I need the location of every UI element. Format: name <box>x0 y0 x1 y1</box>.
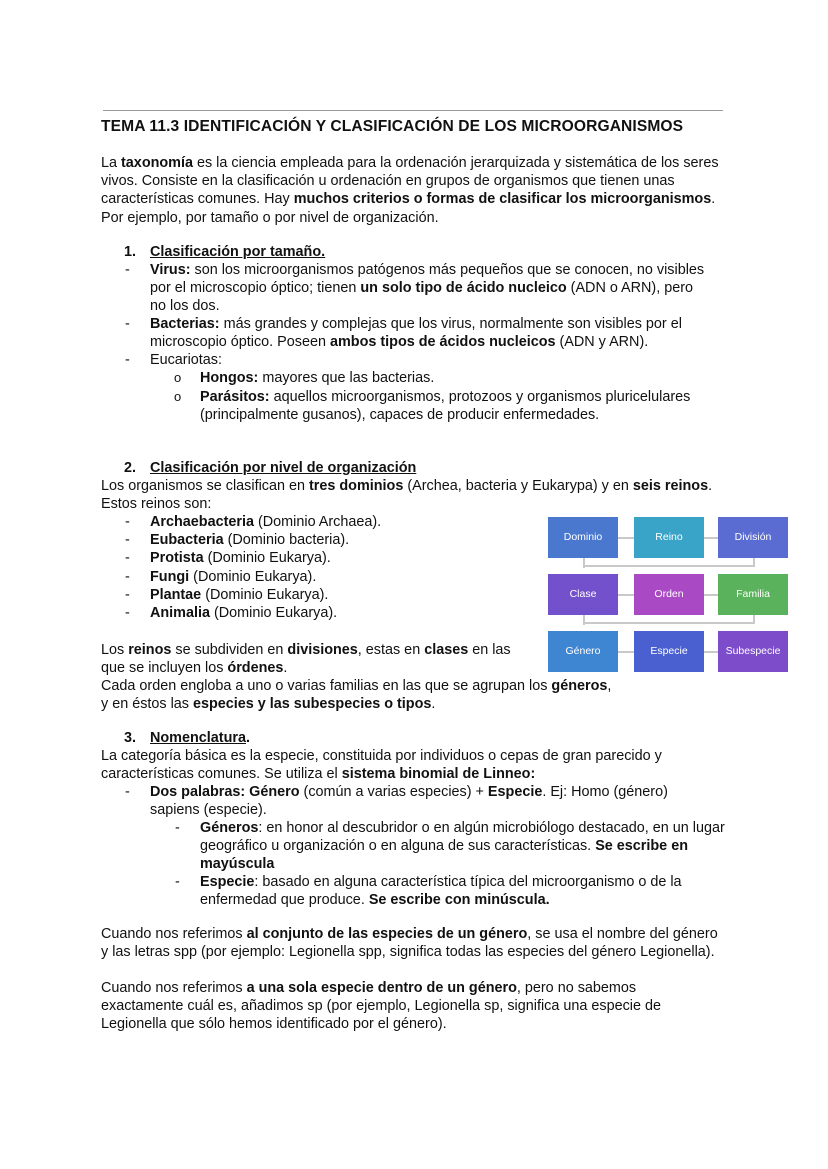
hongos-item: Hongos: mayores que las bacterias. <box>200 370 435 386</box>
intro-paragraph: La taxonomía es la ciencia empleada para la ordenación jerarquizada y sistemática de los seres vivos. Consiste en la clasificación u ordenación en grupos de organismos que tienen unas características comunes. Hay muchos criterios o formas de clasificar los microorganismos. Por ejemplo, por tamaño o por nivel de organización. <box>101 155 719 226</box>
circle-bullet: o <box>174 370 182 385</box>
diagram-box-especie: Especie <box>634 631 704 672</box>
parasitos-item: Parásitos: aquellos microorganismos, protozoos y organismos pluricelulares (principalmente gusanos), capaces de producir enfermedades. <box>200 389 691 424</box>
diagram-box-familia: Familia <box>718 574 788 615</box>
diagram-box-clase: Clase <box>548 574 618 615</box>
sec2-heading: Clasificación por nivel de organización <box>150 460 417 476</box>
sec3-number: 3. <box>124 730 137 746</box>
kingdom-item: Plantae (Dominio Eukarya). <box>150 586 329 603</box>
bullet-dash: - <box>125 316 130 332</box>
sec2-paragraph: Los organismos se clasifican en tres dominios (Archea, bacteria y Eukarypa) y en seis reinos. Estos reinos son: <box>101 478 713 513</box>
closing-paragraph-sp: Cuando nos referimos a una sola especie dentro de un género, pero no sabemos exactamente cuál es, añadimos sp (por ejemplo, Legionella sp, significa una especie de Legionella que sólo hemos identificado por el género). <box>101 980 661 1033</box>
sec1-heading: Clasificación por tamaño. <box>150 244 326 260</box>
bullet-dash: - <box>125 605 130 621</box>
bullet-dash: - <box>125 532 130 549</box>
generos-item: Géneros: en honor al descubridor o en algún microbiólogo destacado, en un lugar geográfico u organización o en alguna de sus características. Se escribe en mayúscula <box>200 820 725 873</box>
ordenes-paragraph: Cada orden engloba a uno o varias familias en las que se agrupan los géneros, y en éstos las especies y las subespecies o tipos. <box>101 678 612 713</box>
sec1-number: 1. <box>124 244 137 260</box>
bullet-dash: - <box>125 784 130 800</box>
diagram-box-reino: Reino <box>634 517 704 558</box>
eucariotas-item: Eucariotas: <box>150 352 222 368</box>
kingdom-item: Animalia (Dominio Eukarya). <box>150 605 338 621</box>
bacterias-item: Bacterias: más grandes y complejas que los virus, normalmente son visibles por el microscopio óptico. Poseen ambos tipos de ácidos nucleicos (ADN y ARN). <box>150 316 682 351</box>
sec3-heading: Nomenclatura. <box>150 730 250 746</box>
bullet-dash: - <box>125 586 130 603</box>
kingdom-item: Protista (Dominio Eukarya). <box>150 550 331 567</box>
bullet-dash: - <box>125 550 130 567</box>
bullet-dash: - <box>175 820 180 836</box>
bullet-dash: - <box>125 352 130 368</box>
diagram-box-division: División <box>718 517 788 558</box>
bullet-dash: - <box>125 262 130 278</box>
sec2-number: 2. <box>124 460 137 476</box>
diagram-box-genero: Género <box>548 631 618 672</box>
diagram-box-orden: Orden <box>634 574 704 615</box>
closing-paragraph-spp: Cuando nos referimos al conjunto de las especies de un género, se usa el nombre del género y las letras spp (por ejemplo: Legionella spp, significa todas las especies del género Legionella). <box>101 926 718 961</box>
bullet-dash: - <box>125 514 130 530</box>
dos-palabras-item: Dos palabras: Género (común a varias especies) + Especie. Ej: Homo (género) sapiens (especie). <box>150 784 668 819</box>
bullet-dash: - <box>125 568 130 585</box>
page-title: TEMA 11.3 IDENTIFICACIÓN Y CLASIFICACIÓN DE LOS MICROORGANISMOS <box>101 118 684 135</box>
diagram-box-dominio: Dominio <box>548 517 618 558</box>
reinos-paragraph: Los reinos se subdividen en divisiones, estas en clases en las que se incluyen los órdenes. <box>101 642 511 677</box>
especie-item: Especie: basado en alguna característica típica del microorganismo o de la enfermedad que produce. Se escribe con minúscula. <box>200 874 682 909</box>
diagram-box-subespecie: Subespecie <box>718 631 788 672</box>
taxonomy-diagram <box>548 517 790 677</box>
bullet-dash: - <box>175 874 180 890</box>
kingdom-item: Archaebacteria (Dominio Archaea). <box>150 514 382 530</box>
kingdom-item: Fungi (Dominio Eukarya). <box>150 568 317 585</box>
circle-bullet: o <box>174 389 182 404</box>
sec3-paragraph: La categoría básica es la especie, constituida por individuos o cepas de gran parecido y características comunes. Se utiliza el sistema binomial de Linneo: <box>101 748 662 783</box>
kingdom-item: Eubacteria (Dominio bacteria). <box>150 532 350 549</box>
top-rule <box>103 110 723 111</box>
virus-item: Virus: son los microorganismos patógenos más pequeños que se conocen, no visibles por el microscopio óptico; tienen un solo tipo de ácido nucleico (ADN o ARN), pero no los dos. <box>150 262 705 315</box>
